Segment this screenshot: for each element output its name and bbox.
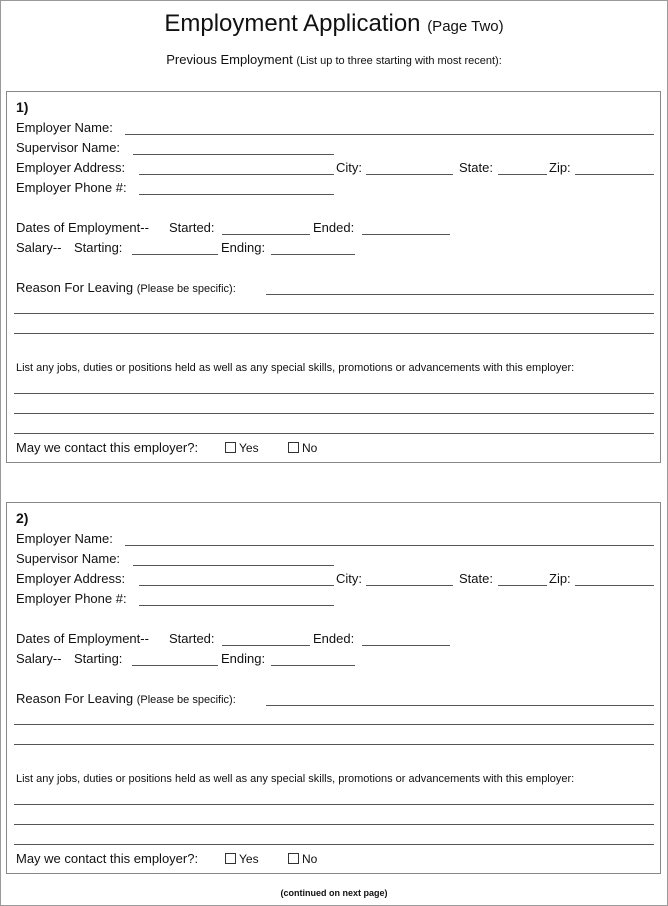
reason-text: Reason For Leaving <box>16 691 134 706</box>
no-label: No <box>302 441 318 455</box>
dates-of-employment-label: Dates of Employment-- <box>16 631 149 646</box>
jobs-line-3[interactable] <box>14 433 654 434</box>
employer-phone-row <box>7 177 660 197</box>
employer-phone-field[interactable] <box>139 605 334 606</box>
zip-field[interactable] <box>575 585 654 586</box>
section-number: 2) <box>16 510 29 526</box>
starting-label: Starting: <box>74 240 123 255</box>
employment-section-1 <box>6 91 661 463</box>
employer-address-row <box>7 157 660 177</box>
list-jobs-label: List any jobs, duties or positions held as well as any special skills, promotions or advancements with this employer: <box>16 362 575 374</box>
ending-label: Ending: <box>221 651 266 666</box>
page-subtitle <box>0 52 668 69</box>
employer-name-row <box>7 117 660 137</box>
jobs-line-1[interactable] <box>14 393 654 394</box>
employer-phone-row <box>7 588 660 608</box>
reason-line-3[interactable] <box>14 744 654 745</box>
list-jobs-label: List any jobs, duties or positions held as well as any special skills, promotions or advancements with this employer: <box>16 773 575 785</box>
employer-name-field[interactable] <box>125 134 654 135</box>
ended-label: Ended: <box>313 220 355 235</box>
state-field[interactable] <box>498 174 547 175</box>
employer-name-field[interactable] <box>125 545 654 546</box>
ending-salary-field[interactable] <box>271 254 355 255</box>
no-checkbox[interactable] <box>288 442 299 453</box>
dates-row <box>7 628 660 648</box>
reason-field[interactable] <box>266 705 654 706</box>
jobs-line-2[interactable] <box>14 413 654 414</box>
city-label: City: <box>336 160 362 175</box>
subtitle-text: Previous Employment <box>166 52 293 67</box>
yes-checkbox[interactable] <box>225 442 236 453</box>
city-label: City: <box>336 571 362 586</box>
ending-label: Ending: <box>221 240 266 255</box>
city-field[interactable] <box>366 174 453 175</box>
employment-section-2 <box>6 502 661 874</box>
city-field[interactable] <box>366 585 453 586</box>
no-label: No <box>302 852 318 866</box>
reason-row <box>7 277 660 297</box>
employer-address-row <box>7 568 660 588</box>
dates-of-employment-label: Dates of Employment-- <box>16 220 149 235</box>
zip-label: Zip: <box>549 160 571 175</box>
no-checkbox[interactable] <box>288 853 299 864</box>
starting-label: Starting: <box>74 651 123 666</box>
contact-row <box>7 848 660 868</box>
may-contact-label: May we contact this employer?: <box>16 440 199 455</box>
employer-phone-label: Employer Phone #: <box>16 180 127 195</box>
employer-phone-field[interactable] <box>139 194 334 195</box>
reason-for-leaving-label <box>16 280 236 297</box>
started-label: Started: <box>169 220 215 235</box>
reason-line-2[interactable] <box>14 313 654 314</box>
reason-line-3[interactable] <box>14 333 654 334</box>
salary-label: Salary-- <box>16 240 62 255</box>
supervisor-name-row <box>7 548 660 568</box>
page-title <box>0 9 668 42</box>
supervisor-name-field[interactable] <box>133 565 334 566</box>
reason-field[interactable] <box>266 294 654 295</box>
continued-note: (continued on next page) <box>280 888 388 898</box>
ended-label: Ended: <box>313 631 355 646</box>
section-number: 1) <box>16 99 29 115</box>
state-label: State: <box>459 571 493 586</box>
supervisor-name-row <box>7 137 660 157</box>
started-field[interactable] <box>222 645 310 646</box>
dates-row <box>7 217 660 237</box>
reason-row <box>7 688 660 708</box>
employer-name-row <box>7 528 660 548</box>
ended-field[interactable] <box>362 234 450 235</box>
jobs-line-1[interactable] <box>14 804 654 805</box>
employer-address-field[interactable] <box>139 174 334 175</box>
reason-line-2[interactable] <box>14 724 654 725</box>
employer-name-label: Employer Name: <box>16 531 113 546</box>
state-label: State: <box>459 160 493 175</box>
supervisor-name-label: Supervisor Name: <box>16 551 121 566</box>
starting-salary-field[interactable] <box>132 254 218 255</box>
reason-text: Reason For Leaving <box>16 280 134 295</box>
salary-label: Salary-- <box>16 651 62 666</box>
yes-label: Yes <box>239 441 259 455</box>
reason-note: (Please be specific): <box>136 694 236 706</box>
employer-address-label: Employer Address: <box>16 160 126 175</box>
may-contact-label: May we contact this employer?: <box>16 851 199 866</box>
started-label: Started: <box>169 631 215 646</box>
employer-address-field[interactable] <box>139 585 334 586</box>
zip-label: Zip: <box>549 571 571 586</box>
salary-row <box>7 237 660 257</box>
subtitle-note: (List up to three starting with most recent): <box>296 55 502 67</box>
employer-name-label: Employer Name: <box>16 120 113 135</box>
jobs-line-2[interactable] <box>14 824 654 825</box>
yes-checkbox[interactable] <box>225 853 236 864</box>
ended-field[interactable] <box>362 645 450 646</box>
supervisor-name-label: Supervisor Name: <box>16 140 121 155</box>
employer-address-label: Employer Address: <box>16 571 126 586</box>
jobs-line-3[interactable] <box>14 844 654 845</box>
title-text: Employment Application <box>164 10 421 37</box>
yes-label: Yes <box>239 852 259 866</box>
title-suffix: (Page Two) <box>427 18 504 35</box>
contact-row <box>7 437 660 457</box>
employer-phone-label: Employer Phone #: <box>16 591 127 606</box>
state-field[interactable] <box>498 585 547 586</box>
salary-row <box>7 648 660 668</box>
ending-salary-field[interactable] <box>271 665 355 666</box>
reason-note: (Please be specific): <box>136 283 236 295</box>
started-field[interactable] <box>222 234 310 235</box>
zip-field[interactable] <box>575 174 654 175</box>
reason-for-leaving-label <box>16 691 236 708</box>
supervisor-name-field[interactable] <box>133 154 334 155</box>
starting-salary-field[interactable] <box>132 665 218 666</box>
